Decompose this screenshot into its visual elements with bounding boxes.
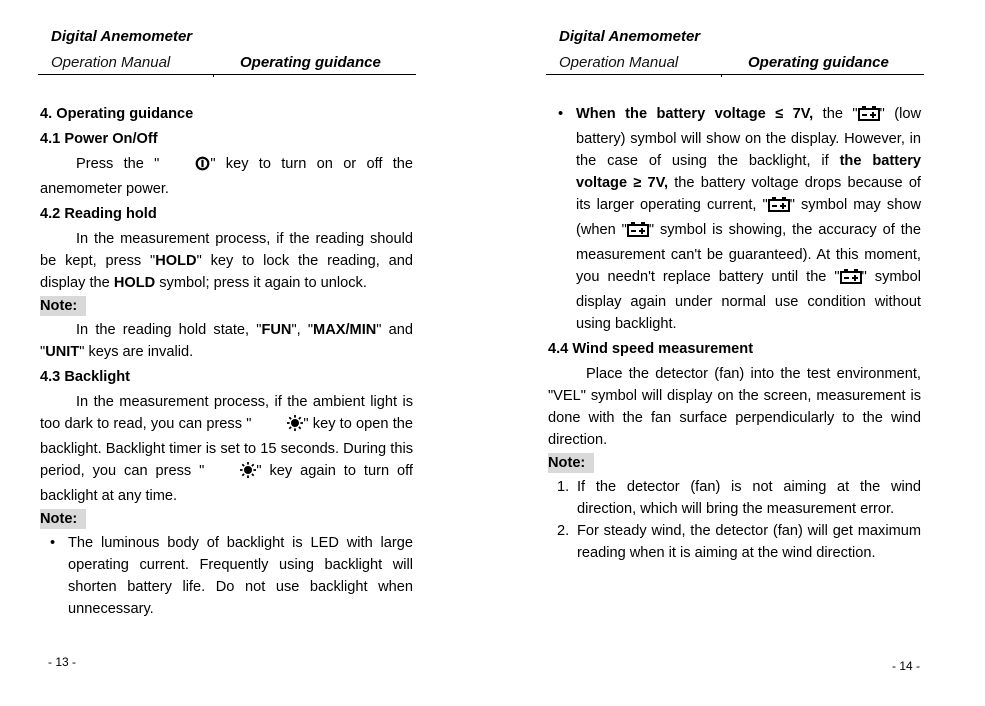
maxmin-key-label: MAX/MIN [313,322,377,338]
text: " (low battery) symbol will show on the display. However, in the case of using the backlight, if [576,106,922,169]
note-label: Note: [548,453,594,473]
low-battery-icon [858,106,880,128]
note-label: Note: [40,296,86,316]
text: the " [813,106,858,122]
note-backlight-bullet [40,532,413,620]
paragraph-reading-hold [40,228,413,294]
power-key-icon [159,156,210,178]
note-reading-hold [40,319,413,363]
note-item-2 [548,520,921,564]
page-body [40,103,413,620]
header-title: Digital Anemometer [51,28,193,45]
header-divider-tick [721,75,722,77]
text: " symbol is showing, the accuracy of the measurement can't be guaranteed). At this moment, you needn't replace battery until the " [576,222,921,285]
text: In the measurement process, if the reading should be kept, press " [40,231,413,269]
low-battery-icon [627,222,649,244]
sun-backlight-icon [251,415,303,438]
header-divider-tick [213,75,214,77]
text: " key to open the backlight. Backlight timer is set to 15 seconds. During this period, you can press " [40,416,413,479]
paragraph-power [40,153,413,200]
section-heading-4-3: 4.3 Backlight [40,369,131,385]
text: symbol; press it again to unlock. [155,275,367,291]
hold-symbol-label: HOLD [113,275,156,291]
text: " key again to turn off backlight at any time. [40,463,413,504]
note-item-1 [548,476,921,520]
fun-key-label: FUN [261,322,292,338]
header-divider [546,74,924,75]
page-number: - 14 - [892,659,921,673]
page-14 [546,0,926,706]
text: Place the detector (fan) into the test environment, "VEL" symbol will display on the screen, measurement is done with the fan surface perpendicularly to the wind direction. [548,366,921,448]
text: When the battery voltage ≤ 7V, [576,106,814,122]
header-subtitle: Operation Manual [559,54,679,71]
paragraph-wind-speed [548,363,921,451]
bullet-icon: • [50,535,56,551]
text: the battery voltage drops because of its larger operating current, " [576,175,921,213]
header-title: Digital Anemometer [559,28,701,45]
text: In the measurement process, if the ambient light is too dark to read, you can press " [40,394,413,432]
text: In the reading hold state, " [76,322,262,338]
sun-backlight-icon [204,462,256,485]
text: " keys are invalid. [79,344,194,360]
unit-key-label: UNIT [45,344,80,360]
text: The luminous body of backlight is LED with large operating current. Frequently using backlight will shorten battery life. Do not use backlight when unnecessary. [68,535,413,617]
section-heading-4-2: 4.2 Reading hold [40,206,157,222]
low-battery-icon [840,269,862,291]
text: " key to lock the reading, and display the [40,253,414,291]
page-number: - 13 - [48,655,77,669]
header-divider [38,74,416,75]
header-section: Operating guidance [748,54,889,71]
chapter-heading: 4. Operating guidance [40,106,194,122]
header-subtitle: Operation Manual [51,54,171,71]
page-body [548,103,921,564]
text: " symbol display again under normal use condition without using backlight. [576,269,922,332]
section-heading-4-4: 4.4 Wind speed measurement [548,341,754,357]
header-section: Operating guidance [240,54,381,71]
text: " symbol may show (when " [576,197,921,238]
text: Press the " [76,156,160,172]
text: " key to turn on or off the anemometer power. [40,156,413,197]
bullet-icon: • [558,106,564,122]
item-number: 2. [557,523,570,539]
text: " and " [40,322,413,360]
page-13 [38,0,418,706]
low-battery-icon [768,197,790,219]
note-label: Note: [40,509,86,529]
hold-key-label: HOLD [155,253,197,269]
section-heading-4-1: 4.1 Power On/Off [40,131,158,147]
text: For steady wind, the detector (fan) will get maximum reading when it is aiming at the wind direction. [577,523,921,561]
item-number: 1. [557,479,570,495]
text: If the detector (fan) is not aiming at the wind direction, which will bring the measurement error. [577,479,921,517]
paragraph-backlight [40,391,413,507]
battery-bullet [548,103,921,335]
text: ", " [291,322,314,338]
text: the battery voltage ≥ 7V, [576,153,921,191]
